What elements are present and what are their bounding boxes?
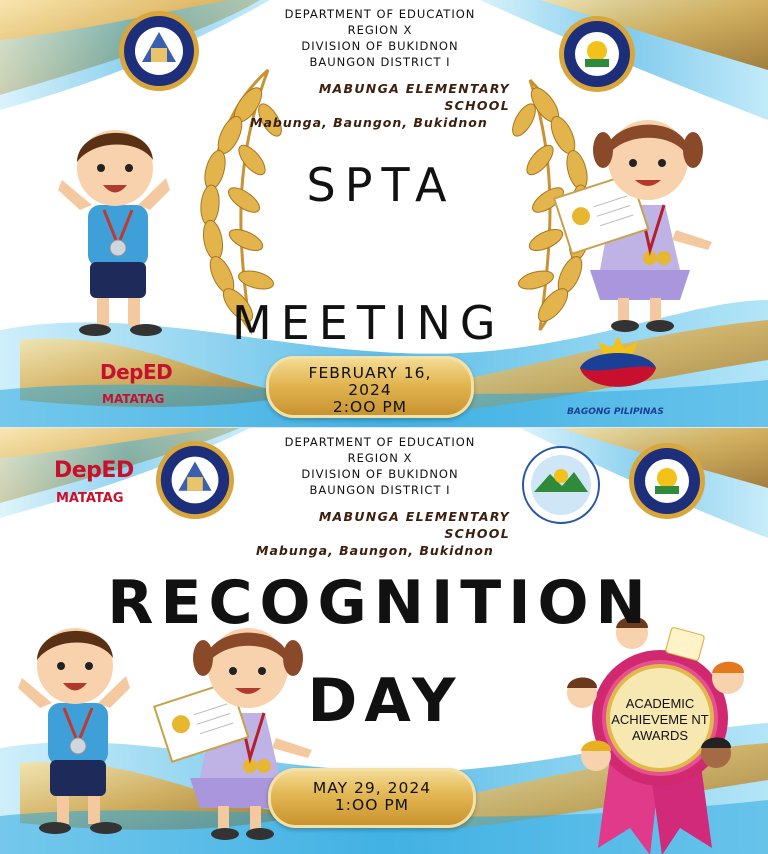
event-title-line1: RECOGNITION <box>107 568 653 638</box>
school-seal-logo <box>558 15 636 93</box>
header-line: REGION X <box>347 451 413 465</box>
header-line: DIVISION OF BUKIDNON <box>301 467 459 481</box>
header-line: DIVISION OF BUKIDNON <box>301 39 459 53</box>
header-line: BAUNGON DISTRICT I <box>309 483 451 497</box>
baungon-seal-logo <box>522 446 600 524</box>
date-time-badge <box>266 356 474 418</box>
event-date-line1: FEBRUARY 16, <box>308 364 432 382</box>
school-name-line: SCHOOL <box>444 98 510 113</box>
school-name <box>300 80 510 114</box>
header-line: DEPARTMENT OF EDUCATION <box>284 7 476 21</box>
recognition-day-panel <box>0 427 768 854</box>
agency-header <box>230 434 530 498</box>
event-date: MAY 29, 2024 <box>312 779 432 797</box>
matatag-logo: MATATAG <box>56 491 124 506</box>
agency-header <box>230 6 530 70</box>
date-time-badge <box>268 768 476 828</box>
school-address: Mabunga, Baungon, Bukidnon <box>256 543 494 558</box>
event-time: 1:OO PM <box>334 796 410 814</box>
school-name-line: MABUNGA ELEMENTARY <box>318 81 510 96</box>
event-title-line2: DAY <box>307 666 463 736</box>
header-line: REGION X <box>347 23 413 37</box>
deped-seal-logo <box>118 10 200 92</box>
event-title-line1: SPTA <box>306 158 456 212</box>
deped-logo: DepED <box>100 360 173 384</box>
event-title-line2: MEETING <box>232 296 505 350</box>
school-name-line: MABUNGA ELEMENTARY <box>318 509 510 524</box>
school-name <box>300 508 510 542</box>
header-line: BAUNGON DISTRICT I <box>309 55 451 69</box>
school-address: Mabunga, Baungon, Bukidnon <box>250 115 488 130</box>
deped-seal-logo <box>155 440 235 520</box>
deped-logo: DepED <box>54 458 134 483</box>
event-time: 2:OO PM <box>332 398 408 416</box>
school-name-line: SCHOOL <box>444 526 510 541</box>
girl-cartoon-icon <box>554 120 712 332</box>
event-date-line2: 2024 <box>348 381 392 399</box>
school-seal-logo <box>628 442 706 520</box>
award-label: ACADEMIC ACHIEVEME NT AWARDS <box>611 696 709 743</box>
bagong-pilipinas-label: BAGONG PILIPINAS <box>567 407 664 417</box>
header-line: DEPARTMENT OF EDUCATION <box>284 435 476 449</box>
matatag-logo: MATATAG <box>102 392 165 406</box>
